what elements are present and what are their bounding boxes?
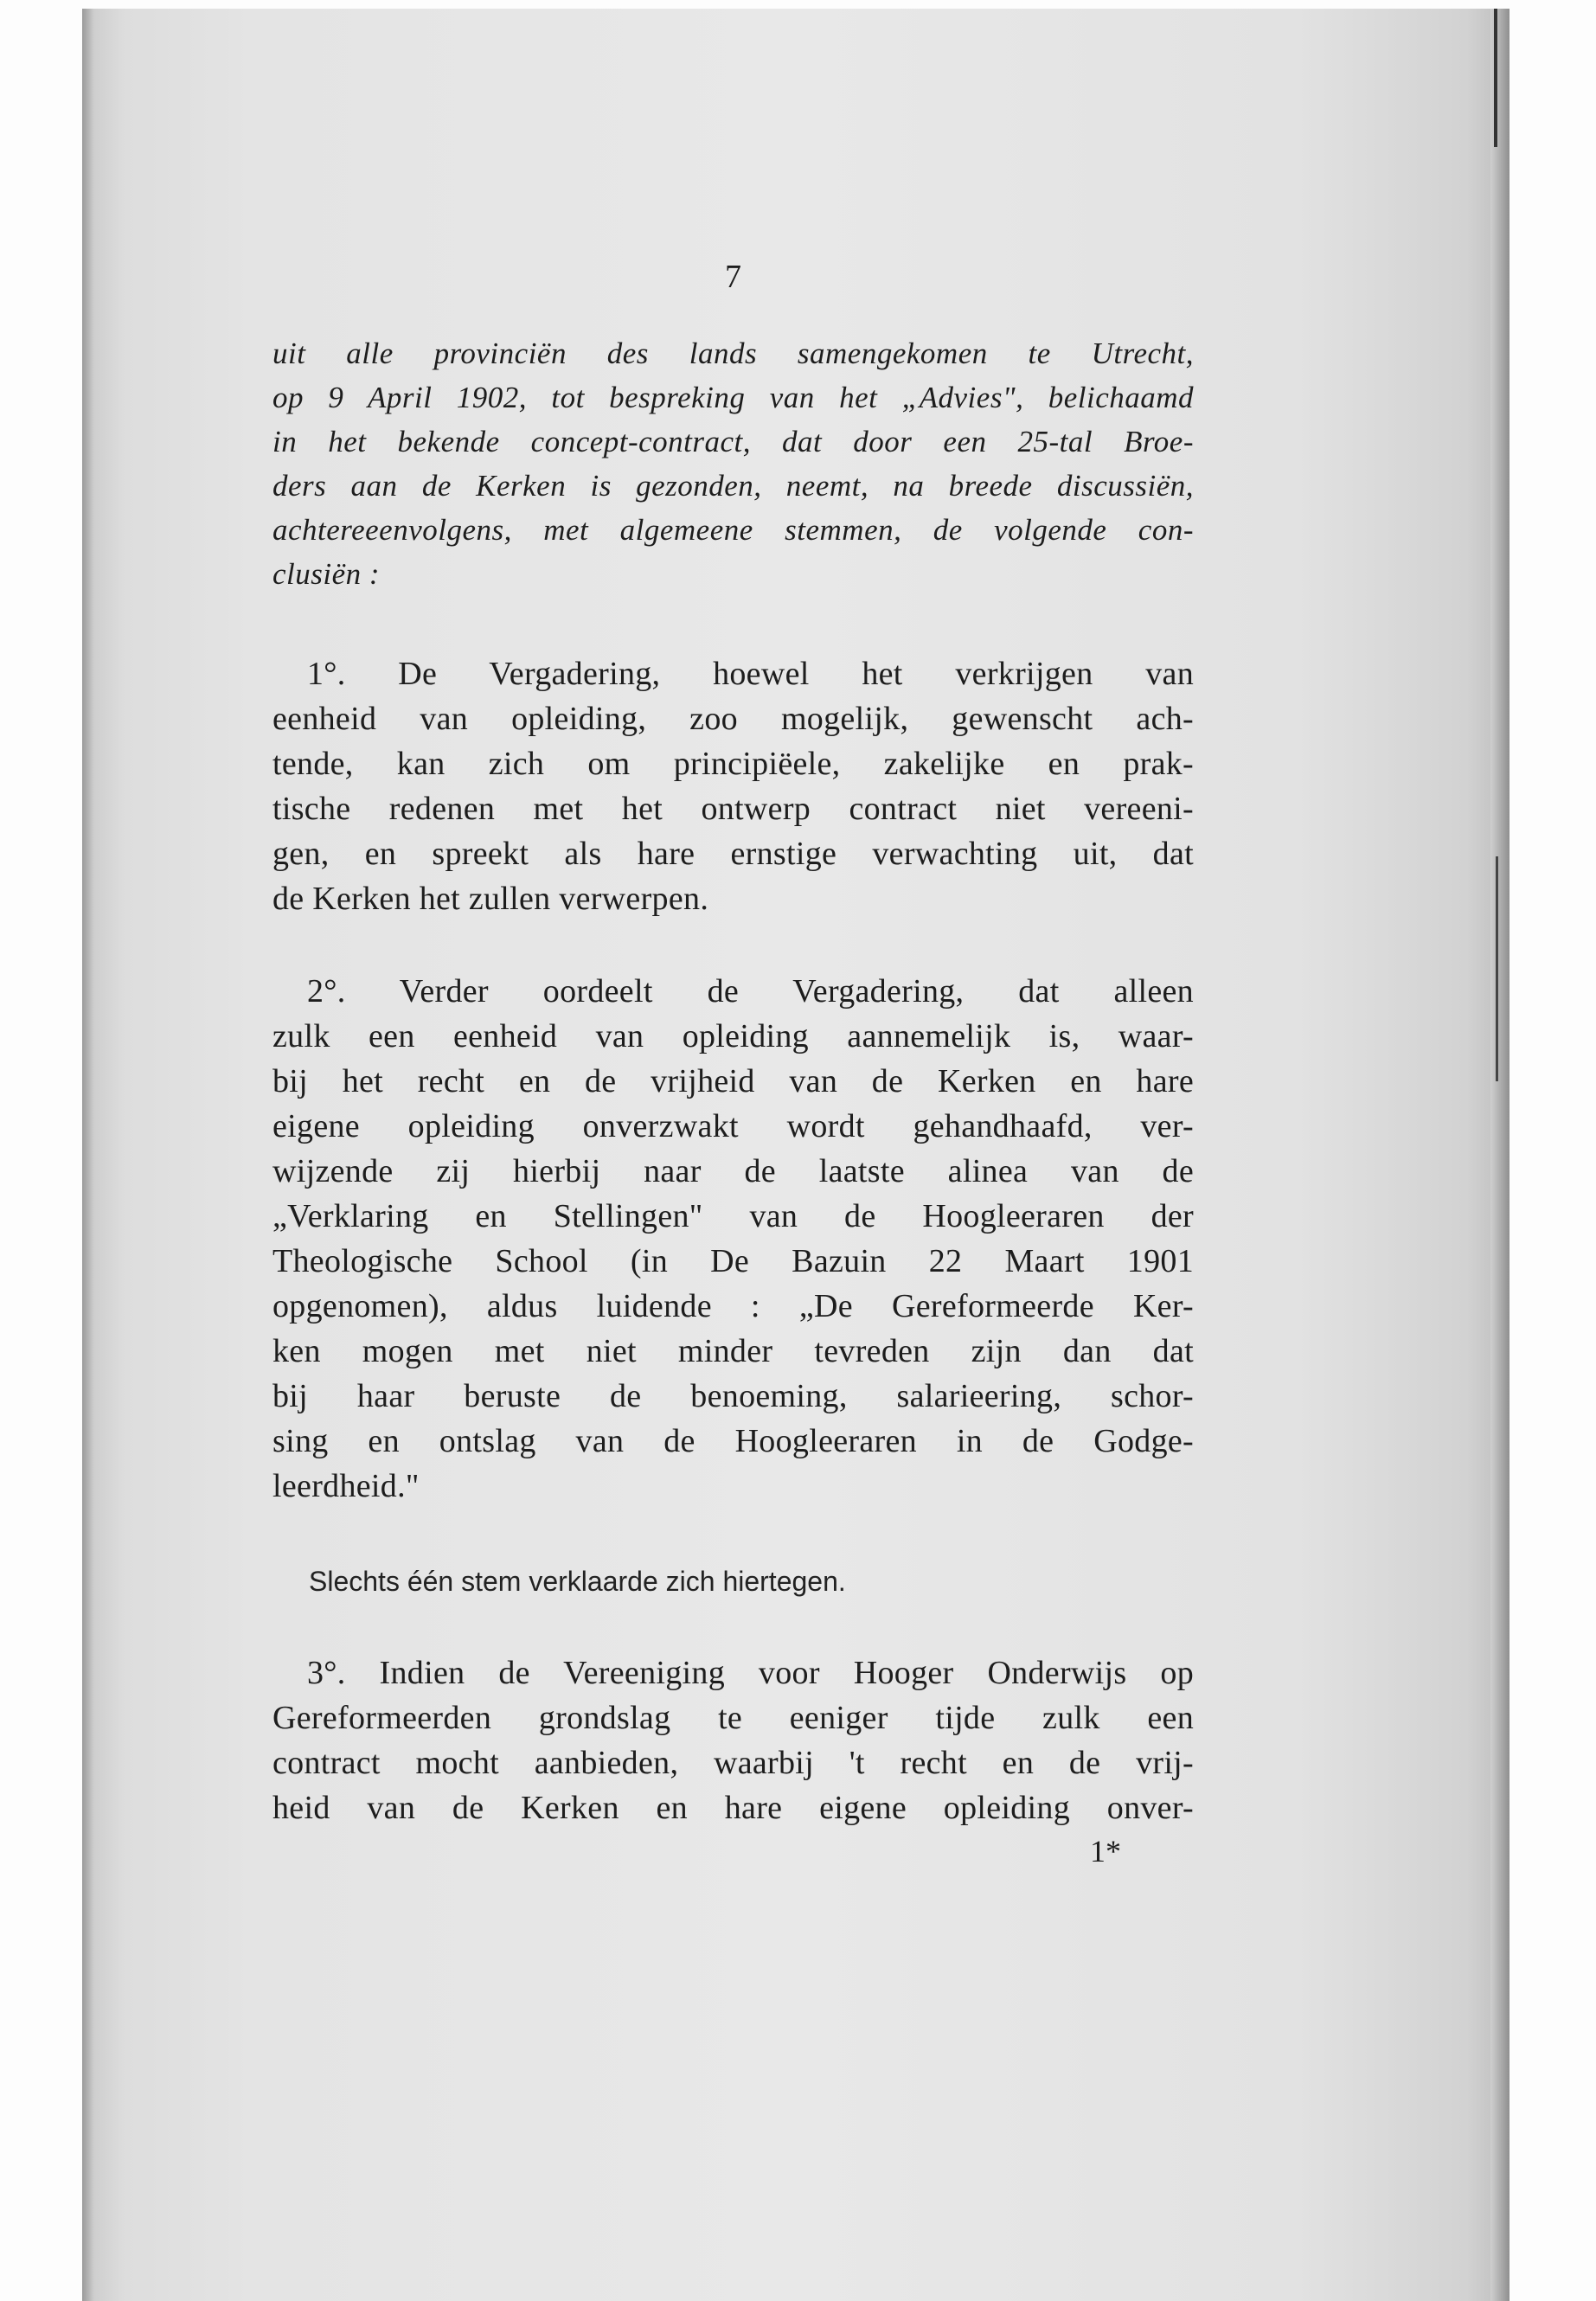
binding-line-top (1494, 9, 1497, 147)
page-number: 7 (725, 259, 741, 295)
text-line: tische redenen met het ontwerp contract niet vereeni- (272, 791, 1194, 827)
text-line: de Kerken het zullen verwerpen. (272, 881, 709, 917)
text-line: clusiën : (272, 557, 381, 591)
text-line: Theologische School (in De Bazuin 22 Maart 1901 (272, 1243, 1194, 1279)
text-line: tende, kan zich om principiëele, zakelijke en prak- (272, 746, 1194, 782)
text-line: heid van de Kerken en hare eigene opleiding onver- (272, 1790, 1194, 1826)
text-line: uit alle provinciën des lands samengekomen te Utrecht, (272, 336, 1194, 370)
binding-line-middle (1496, 856, 1498, 1081)
paper-right-edge-shadow (1490, 9, 1509, 2301)
text-line: opgenomen), aldus luidende : „De Gereformeerde Ker- (272, 1288, 1194, 1324)
text-line: 2°. Verder oordeelt de Vergadering, dat alleen (307, 973, 1194, 1009)
paper-left-edge-shadow (82, 9, 94, 2301)
text-line: bij het recht en de vrijheid van de Kerken en hare (272, 1063, 1194, 1099)
text-line: in het bekende concept-contract, dat door een 25-tal Broe- (272, 425, 1194, 458)
signature-mark: 1* (1090, 1834, 1121, 1868)
vote-note: Slechts één stem verklaarde zich hiertegen. (309, 1566, 846, 1597)
text-line: sing en ontslag van de Hoogleeraren in de Godge- (272, 1423, 1194, 1459)
text-line: leerdheid." (272, 1468, 420, 1504)
text-line: wijzende zij hierbij naar de laatste alinea van de (272, 1153, 1194, 1189)
text-line: eigene opleiding onverzwakt wordt gehandhaafd, ver- (272, 1108, 1194, 1144)
text-line: bij haar beruste de benoeming, salarieering, schor- (272, 1378, 1194, 1414)
text-line: „Verklaring en Stellingen" van de Hoogleeraren der (272, 1198, 1194, 1234)
text-line: zulk een eenheid van opleiding aannemelijk is, waar- (272, 1018, 1194, 1054)
text-line: Gereformeerden grondslag te eeniger tijde zulk een (272, 1700, 1194, 1736)
text-line: achtereeenvolgens, met algemeene stemmen, de volgende con- (272, 513, 1194, 547)
text-line: 1°. De Vergadering, hoewel het verkrijgen van (307, 656, 1194, 692)
text-line: op 9 April 1902, tot bespreking van het „Advies", belichaamd (272, 381, 1194, 414)
text-line: ken mogen met niet minder tevreden zijn dan dat (272, 1333, 1194, 1369)
text-line: ders aan de Kerken is gezonden, neemt, na breede discussiën, (272, 469, 1194, 503)
text-line: gen, en spreekt als hare ernstige verwachting uit, dat (272, 836, 1194, 872)
text-line: eenheid van opleiding, zoo mogelijk, gewenscht ach- (272, 701, 1194, 737)
text-line: contract mocht aanbieden, waarbij 't recht en de vrij- (272, 1745, 1194, 1781)
text-line: 3°. Indien de Vereeniging voor Hooger Onderwijs op (307, 1655, 1194, 1691)
